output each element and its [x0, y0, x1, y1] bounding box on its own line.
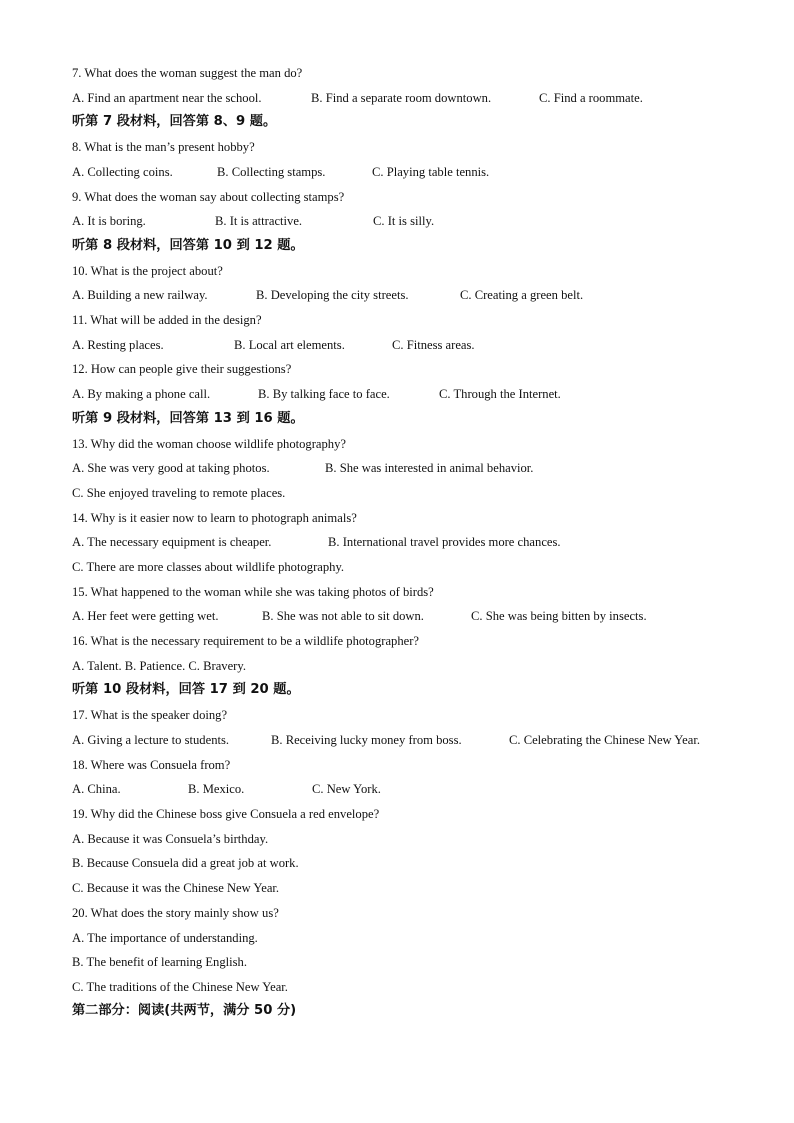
question-17-option-c: C. Celebrating the Chinese New Year. — [509, 733, 700, 747]
question-19-option-a: A. Because it was Consuela’s birthday. — [72, 832, 269, 846]
section-heading-8: 听第 8 段材料，回答第 10 到 12 题。 — [72, 238, 304, 253]
question-12-option-c: C. Through the Internet. — [439, 387, 561, 401]
question-20-option-a: A. The importance of understanding. — [72, 931, 258, 945]
question-18-stem: 18. Where was Consuela from? — [72, 758, 231, 772]
question-15-stem: 15. What happened to the woman while she was taking photos of birds? — [72, 585, 434, 599]
question-13-option-c: C. She enjoyed traveling to remote places. — [72, 486, 286, 500]
question-15-option-a: A. Her feet were getting wet. — [72, 609, 219, 623]
question-9-options — [72, 213, 434, 229]
question-10-stem: 10. What is the project about? — [72, 264, 223, 278]
question-16-stem: 16. What is the necessary requirement to be a wildlife photographer? — [72, 634, 420, 648]
question-7-options — [72, 90, 643, 106]
question-11-stem: 11. What will be added in the design? — [72, 313, 262, 327]
question-8-option-a: A. Collecting coins. — [72, 165, 173, 179]
question-20-stem: 20. What does the story mainly show us? — [72, 906, 279, 920]
question-18-option-c: C. New York. — [312, 782, 381, 796]
question-8-option-b: B. Collecting stamps. — [217, 165, 326, 179]
question-19-option-b: B. Because Consuela did a great job at work. — [72, 856, 299, 870]
question-14-stem: 14. Why is it easier now to learn to photograph animals? — [72, 511, 357, 525]
question-14-options-ab — [72, 534, 561, 550]
question-15-options — [72, 608, 647, 624]
question-11-option-a: A. Resting places. — [72, 338, 164, 352]
question-13-options-ab — [72, 460, 533, 476]
question-12-stem: 12. How can people give their suggestions? — [72, 362, 292, 376]
question-13-option-b: B. She was interested in animal behavior. — [325, 461, 534, 475]
question-13-stem: 13. Why did the woman choose wildlife photography? — [72, 437, 346, 451]
question-17-stem: 17. What is the speaker doing? — [72, 708, 228, 722]
section-heading-10: 听第 10 段材料，回答 17 到 20 题。 — [72, 682, 300, 697]
question-8-option-c: C. Playing table tennis. — [372, 165, 490, 179]
question-17-options — [72, 732, 700, 748]
question-19-stem: 19. Why did the Chinese boss give Consuela a red envelope? — [72, 807, 380, 821]
question-10-option-c: C. Creating a green belt. — [460, 288, 584, 302]
question-12-option-a: A. By making a phone call. — [72, 387, 211, 401]
question-14-option-c: C. There are more classes about wildlife photography. — [72, 560, 345, 574]
question-11-options — [72, 337, 475, 353]
question-11-option-c: C. Fitness areas. — [392, 338, 475, 352]
question-18-options — [72, 781, 381, 797]
question-9-option-a: A. It is boring. — [72, 214, 146, 228]
question-20-option-c: C. The traditions of the Chinese New Year. — [72, 980, 288, 994]
question-17-option-b: B. Receiving lucky money from boss. — [271, 733, 462, 747]
question-10-option-a: A. Building a new railway. — [72, 288, 208, 302]
question-18-option-b: B. Mexico. — [188, 782, 245, 796]
question-11-option-b: B. Local art elements. — [234, 338, 345, 352]
question-12-option-b: B. By talking face to face. — [258, 387, 390, 401]
question-9-option-b: B. It is attractive. — [215, 214, 303, 228]
question-16-options: A. Talent. B. Patience. C. Bravery. — [72, 659, 246, 673]
question-17-option-a: A. Giving a lecture to students. — [72, 733, 230, 747]
question-15-option-c: C. She was being bitten by insects. — [471, 609, 647, 623]
question-9-option-c: C. It is silly. — [373, 214, 435, 228]
question-18-option-a: A. China. — [72, 782, 121, 796]
question-19-option-c: C. Because it was the Chinese New Year. — [72, 881, 280, 895]
question-12-options — [72, 386, 561, 402]
question-7-option-a: A. Find an apartment near the school. — [72, 91, 262, 105]
question-14-option-b: B. International travel provides more chances. — [328, 535, 561, 549]
question-7-stem: 7. What does the woman suggest the man do? — [72, 66, 303, 80]
question-13-option-a: A. She was very good at taking photos. — [72, 461, 270, 475]
question-8-options — [72, 164, 489, 180]
question-10-options — [72, 287, 583, 303]
question-7-option-c: C. Find a roommate. — [539, 91, 643, 105]
question-14-option-a: A. The necessary equipment is cheaper. — [72, 535, 272, 549]
question-10-option-b: B. Developing the city streets. — [256, 288, 409, 302]
question-7-option-b: B. Find a separate room downtown. — [311, 91, 492, 105]
part-two-heading: 第二部分：阅读(共两节，满分 50 分) — [72, 1003, 297, 1018]
question-9-stem: 9. What does the woman say about collecting stamps? — [72, 190, 345, 204]
question-15-option-b: B. She was not able to sit down. — [262, 609, 424, 623]
question-20-option-b: B. The benefit of learning English. — [72, 955, 247, 969]
question-8-stem: 8. What is the man’s present hobby? — [72, 140, 255, 154]
section-heading-9: 听第 9 段材料，回答第 13 到 16 题。 — [72, 411, 304, 426]
section-heading-7: 听第 7 段材料，回答第 8、9 题。 — [72, 114, 277, 129]
